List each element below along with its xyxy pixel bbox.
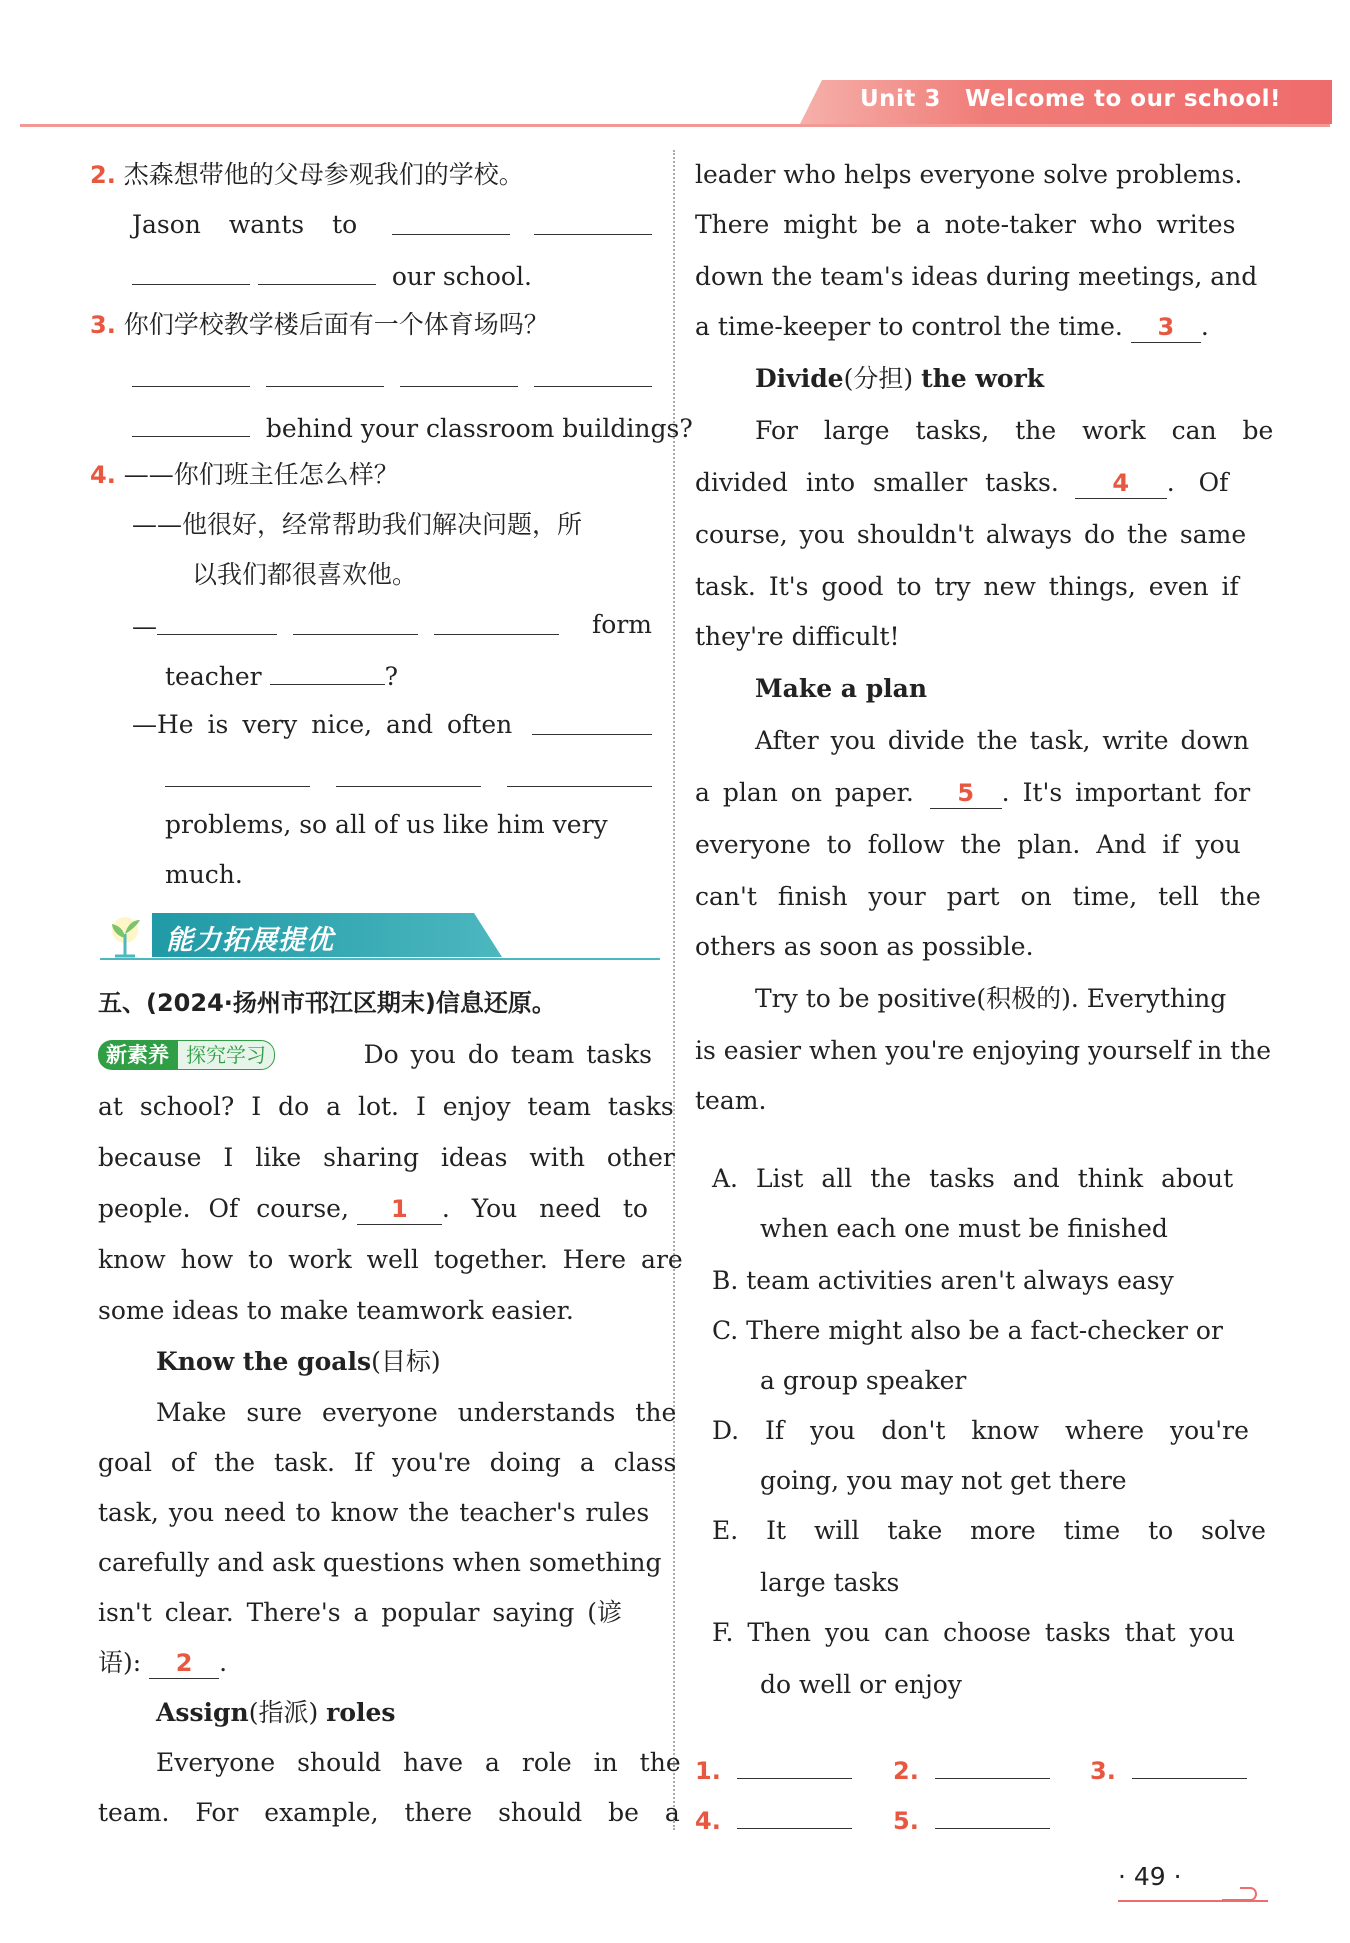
heading-know-goals <box>156 1345 441 1379</box>
q2-blank-4[interactable] <box>258 258 376 285</box>
p5-l2 <box>695 776 1250 810</box>
column-divider <box>673 150 675 1830</box>
q4-en-line2 <box>165 658 398 694</box>
q3-blank-4[interactable] <box>534 360 652 387</box>
heading-make-plan: Make a plan <box>755 674 928 703</box>
q2-line2-end: our school. <box>391 262 532 291</box>
q2-line2 <box>132 258 532 294</box>
answer-slot-4 <box>695 1802 852 1838</box>
q4-blank-1[interactable] <box>157 608 277 635</box>
p2-l1: Make sure everyone understands the <box>156 1398 677 1427</box>
answer-line-4[interactable] <box>737 1802 852 1829</box>
q4-blank-5[interactable] <box>532 708 652 735</box>
answer-slot-1 <box>695 1752 852 1788</box>
section-title: 能力拓展提优 <box>166 925 334 956</box>
q3-number: 3. <box>90 311 116 339</box>
h1-bold: Know the goals <box>156 1347 372 1376</box>
p5-l4: can't finish your part on time, tell the <box>695 882 1261 911</box>
heading-assign-roles <box>156 1696 396 1730</box>
q3-blank-3[interactable] <box>400 360 518 387</box>
unit-label: Unit 3 <box>860 86 941 112</box>
passage-p1-l1 <box>98 1038 652 1072</box>
q4-teacher: teacher <box>165 662 262 691</box>
p5-l2b: . It's important for <box>1001 778 1251 807</box>
p3-l5: down the team's ideas during meetings, and <box>695 262 1258 291</box>
badge-label-a: 新素养 <box>98 1040 177 1070</box>
answer-blank-4[interactable]: 4 <box>1075 468 1167 499</box>
p1-l2: at school? I do a lot. I enjoy team tasks <box>98 1092 674 1121</box>
answer-blank-5[interactable]: 5 <box>930 778 1002 809</box>
q4-blank-3[interactable] <box>434 608 559 635</box>
q2-line1-text: Jason wants to <box>132 210 358 239</box>
h2-bold-1: Assign <box>156 1698 249 1727</box>
p5-l3: everyone to follow the plan. And if you <box>695 830 1241 859</box>
option-a-1: A. List all the tasks and think about <box>712 1164 1234 1193</box>
answer-label-2: 2. <box>893 1757 919 1785</box>
core-literacy-badge <box>98 1038 275 1072</box>
p4-l3: course, you shouldn't always do the same <box>695 520 1247 549</box>
q4-prompt <box>90 458 399 492</box>
p2-l3: task, you need to know the teacher's rules <box>98 1498 650 1527</box>
q3-prompt <box>90 308 549 342</box>
p6-l2: is easier when you're enjoying yourself in the <box>695 1036 1272 1065</box>
option-d-2: going, you may not get there <box>760 1466 1127 1495</box>
q3-blank-5[interactable] <box>132 410 250 437</box>
p3-l1: Everyone should have a role in the <box>156 1748 681 1777</box>
p2-l5: isn't clear. There's a popular saying (谚 <box>98 1598 623 1627</box>
answer-blank-2[interactable]: 2 <box>149 1648 219 1679</box>
q2-blank-1[interactable] <box>392 208 510 235</box>
h3-bold-1: Divide <box>755 364 844 393</box>
q3-line2-end: behind your classroom buildings? <box>265 414 693 443</box>
q4-en-line4 <box>165 760 652 787</box>
answer-line-2[interactable] <box>935 1752 1050 1779</box>
answer-label-5: 5. <box>893 1807 919 1835</box>
q4-blank-6[interactable] <box>165 760 310 787</box>
p3-l2: team. For example, there should be a <box>98 1798 680 1827</box>
p6-l3: team. <box>695 1086 767 1115</box>
section-line <box>100 958 660 960</box>
section-banner <box>100 910 660 960</box>
answer-blank-1[interactable]: 1 <box>357 1194 442 1225</box>
p3-l6: a time-keeper to control the time. 3 . <box>695 312 1209 341</box>
heading-divide-work <box>755 362 1044 396</box>
p4-l4: task. It's good to try new things, even if <box>695 572 1239 601</box>
p5-l2a: a plan on paper. <box>695 778 914 807</box>
p2-l2: goal of the task. If you're doing a class <box>98 1448 677 1477</box>
h2-cn: (指派) <box>248 1698 319 1727</box>
p1-l5: know how to work well together. Here are <box>98 1245 683 1274</box>
p5-l5: others as soon as possible. <box>695 932 1034 961</box>
p2-l6-text: 语): <box>98 1648 142 1677</box>
option-e-2: large tasks <box>760 1568 900 1597</box>
answer-label-4: 4. <box>695 1807 721 1835</box>
answer-line-5[interactable] <box>935 1802 1050 1829</box>
p4-l1: For large tasks, the work can be <box>755 416 1274 445</box>
q4-en-line3 <box>132 708 652 742</box>
p1-l3: because I like sharing ideas with other <box>98 1143 675 1172</box>
p4-l2 <box>695 466 1228 500</box>
q4-en-line1 <box>132 608 652 644</box>
p1-l4 <box>98 1192 652 1226</box>
badge-label-b: 探究学习 <box>177 1040 275 1070</box>
q4-chinese-1: ——你们班主任怎么样？ <box>123 460 399 489</box>
q4-chinese-3: 以我们都很喜欢他。 <box>192 560 418 589</box>
option-e-1: E. It will take more time to solve <box>712 1516 1266 1545</box>
answer-blank-3[interactable]: 3 <box>1131 312 1201 343</box>
answer-slot-5 <box>893 1802 1050 1838</box>
q2-blank-3[interactable] <box>132 258 250 285</box>
p3-l4: There might be a note-taker who writes <box>695 210 1236 239</box>
answer-label-3: 3. <box>1090 1757 1116 1785</box>
q4-en-2: problems, so all of us like him very <box>165 810 608 839</box>
answer-line-1[interactable] <box>737 1752 852 1779</box>
h2-bold-2: roles <box>326 1698 396 1727</box>
q3-chinese: 你们学校教学楼后面有一个体育场吗？ <box>123 310 549 339</box>
q4-blank-4[interactable] <box>270 658 385 685</box>
p3-l6-text: a time-keeper to control the time. <box>695 312 1123 341</box>
q3-line2 <box>132 410 693 446</box>
answer-line-3[interactable] <box>1132 1752 1247 1779</box>
sprout-icon <box>100 910 150 960</box>
p2-l6: 语): 2 . <box>98 1648 228 1677</box>
q2-number: 2. <box>90 161 116 189</box>
q3-line1 <box>132 360 652 387</box>
q4-blank-7[interactable] <box>336 760 481 787</box>
p5-l1: After you divide the task, write down <box>755 726 1250 755</box>
q4-blank-8[interactable] <box>507 760 652 787</box>
p4-l2b: . Of <box>1166 468 1229 497</box>
q2-blank-2[interactable] <box>534 208 652 235</box>
option-b-1: B. team activities aren't always easy <box>712 1266 1174 1295</box>
p4-l5: they're difficult! <box>695 622 900 651</box>
p2-l4: carefully and ask questions when something <box>98 1548 662 1577</box>
part5-title: 五、(2024·扬州市邗江区期末)信息还原。 <box>98 989 556 1017</box>
h1-cn: (目标) <box>371 1347 441 1376</box>
q4-number: 4. <box>90 461 116 489</box>
q4-chinese-2: ——他很好，经常帮助我们解决问题，所 <box>132 510 583 539</box>
option-a-2: when each one must be finished <box>760 1214 1168 1243</box>
q3-blank-1[interactable] <box>132 360 250 387</box>
h3-bold-2: the work <box>921 364 1045 393</box>
unit-title: Welcome to our school! <box>964 86 1281 112</box>
q2-prompt <box>90 158 524 192</box>
option-f-2: do well or enjoy <box>760 1670 962 1699</box>
answer-slot-3 <box>1090 1752 1247 1788</box>
option-c-2: a group speaker <box>760 1366 967 1395</box>
q4-form: form <box>592 610 652 639</box>
h3-cn: (分担) <box>843 364 914 393</box>
q2-chinese: 杰森想带他的父母参观我们的学校。 <box>123 160 524 189</box>
q3-blank-2[interactable] <box>266 360 384 387</box>
p1-l6: some ideas to make teamwork easier. <box>98 1296 574 1325</box>
p3-l3: leader who helps everyone solve problems. <box>695 160 1243 189</box>
option-d-1: D. If you don't know where you're <box>712 1416 1249 1445</box>
p1-l4b: . You need to <box>441 1194 648 1223</box>
answer-slot-2 <box>893 1752 1050 1788</box>
p1-l4a: people. Of course, <box>98 1194 349 1223</box>
q4-qmark: ? <box>384 662 398 691</box>
q4-en-3: much. <box>165 860 243 889</box>
p4-l2a: divided into smaller tasks. <box>695 468 1059 497</box>
p1-l1: Do you do team tasks <box>363 1040 652 1069</box>
option-c-1: C. There might also be a fact-checker or <box>712 1316 1223 1345</box>
q2-line1 <box>132 208 652 244</box>
page-arrow-icon <box>1220 1880 1260 1902</box>
q4-dash: — <box>132 612 157 641</box>
page-number: · 49 · <box>1118 1862 1182 1891</box>
answer-label-1: 1. <box>695 1757 721 1785</box>
q4-en-1: —He is very nice, and often <box>132 710 513 739</box>
header-rule <box>20 124 1330 127</box>
p6-l1: Try to be positive(积极的). Everything <box>755 984 1227 1013</box>
q4-blank-2[interactable] <box>293 608 418 635</box>
option-f-1: F. Then you can choose tasks that you <box>712 1618 1235 1647</box>
unit-header <box>860 86 1281 112</box>
